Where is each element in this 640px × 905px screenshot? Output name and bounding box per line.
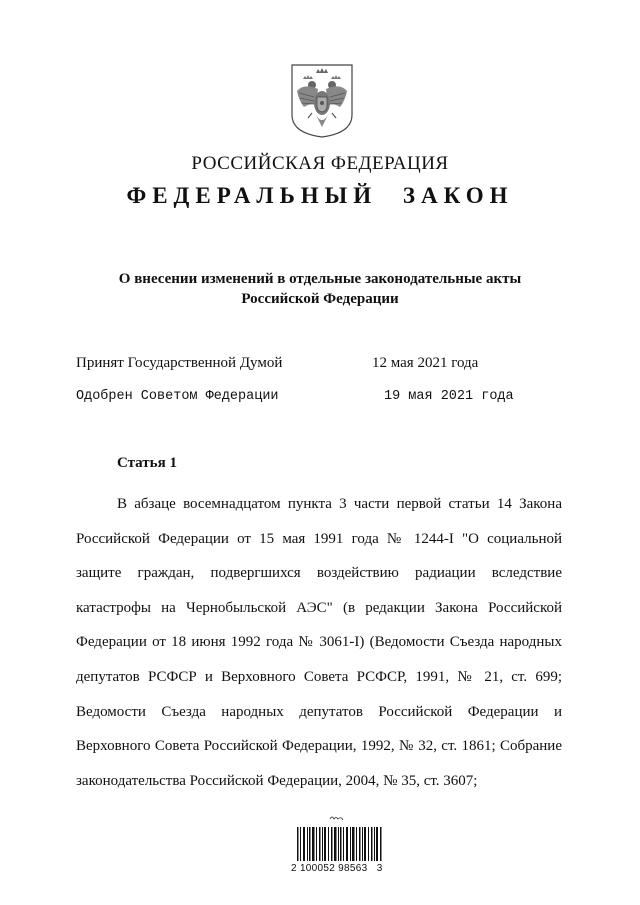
adoption-duma-date: 12 мая 2021 года: [372, 355, 479, 371]
article-text: В абзаце восемнадцатом пункта 3 части первой статьи 14 Закона Российской Федерации от 15 мая 1991 года № 1244-I "О социальной защите граждан, подвергшихся воздействию радиации вследствие катастрофы на Чернобыльской АЭС" (в редакции Закона Российской Федерации от 18 июня 1992 года № 3061-I) (Ведомости Съезда народных депутатов РСФСР и Верховного Совета РСФСР, 1991, № 21, ст. 699; Ведомости Съезда народных депутатов Российской Федерации и Верховного Совета Российской Федерации, 1992, № 32, ст. 1861; Собрание законодательства Российской Федерации, 2004, № 35, ст. 3607;: [76, 496, 562, 789]
country-name: РОССИЙСКАЯ ФЕДЕРАЦИЯ: [191, 153, 449, 174]
law-title-line-1: О внесении изменений в отдельные законодательные акты: [118, 271, 522, 287]
law-title: [60, 269, 580, 309]
coat-of-arms-icon: [290, 63, 354, 139]
adoption-duma-label: Принят Государственной Думой: [76, 355, 283, 371]
document-type: ФЕДЕРАЛЬНЫЙ ЗАКОН: [126, 183, 514, 208]
adoption-council-date: 19 мая 2021 года: [384, 389, 514, 404]
adoption-council-label: Одобрен Советом Федерации: [76, 389, 279, 404]
article-heading: Статья 1: [117, 455, 177, 471]
law-title-line-2: Российской Федерации: [241, 291, 399, 307]
barcode-number: 2 100052 98563 3: [291, 863, 383, 874]
